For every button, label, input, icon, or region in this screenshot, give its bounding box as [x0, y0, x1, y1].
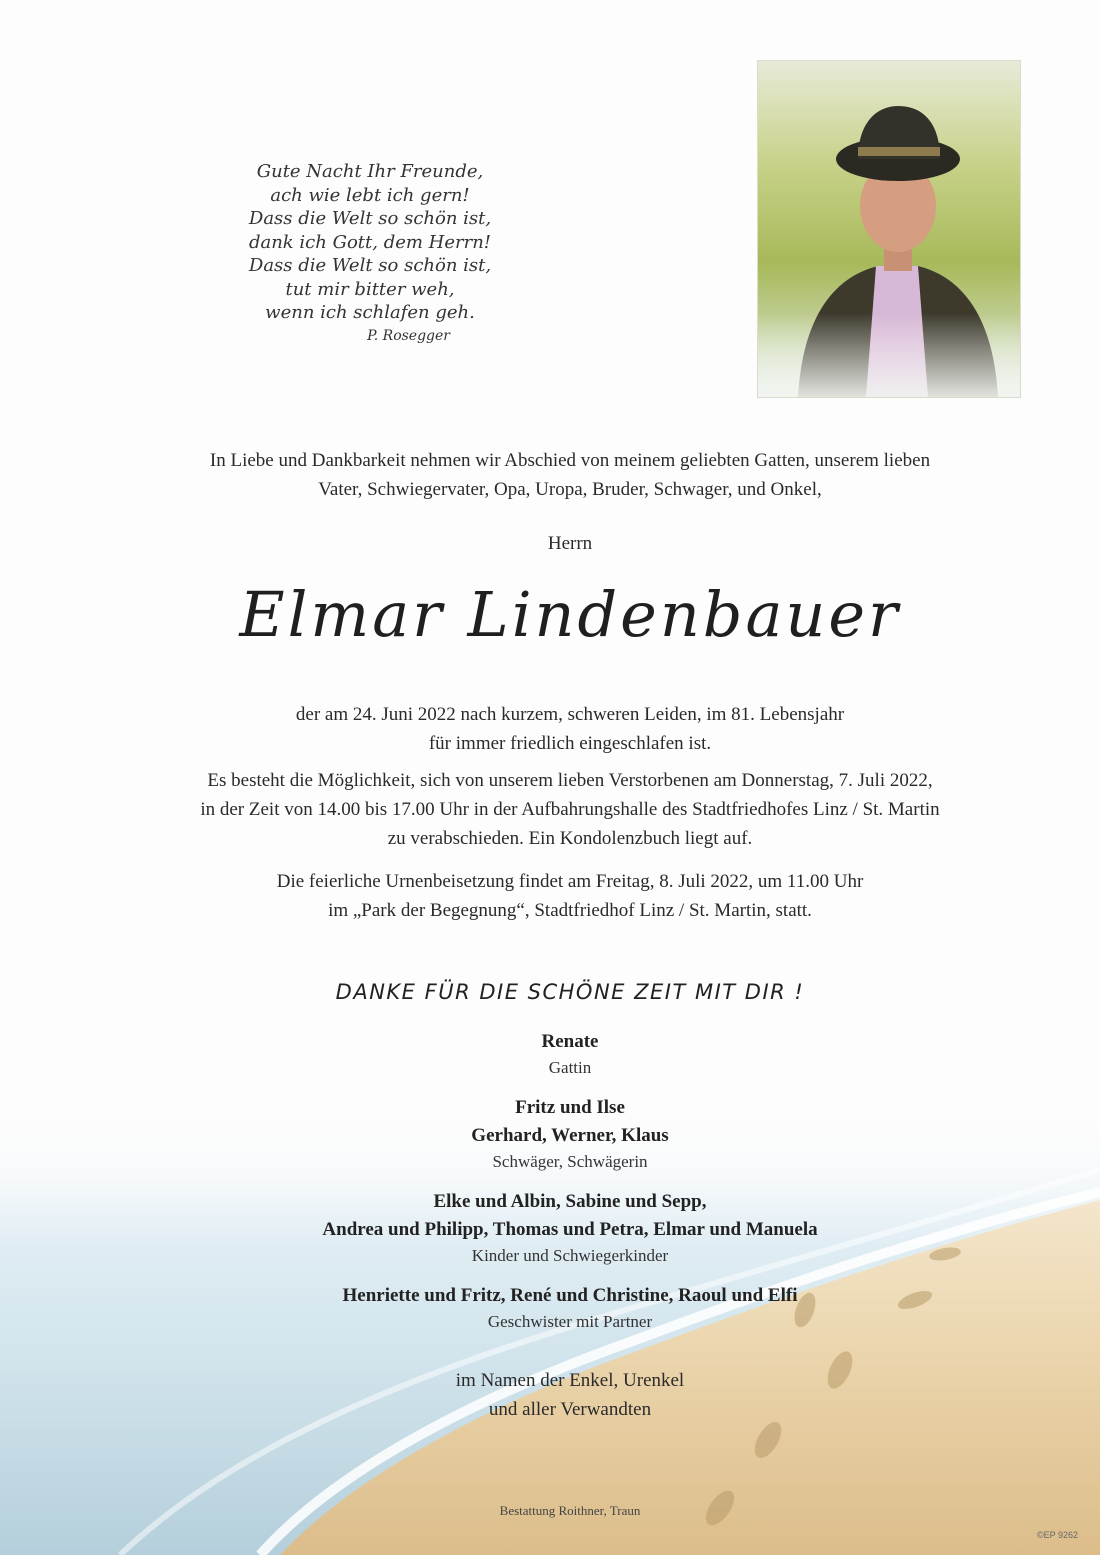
template-code: ©EP 9262	[1037, 1530, 1078, 1540]
viewing-info	[100, 766, 1040, 853]
poem-line: dank ich Gott, dem Herrn!	[248, 231, 492, 253]
intro-line: Vater, Schwiegervater, Opa, Uropa, Bruder, Schwager, und Onkel,	[318, 479, 822, 500]
mourner-relation: Geschwister mit Partner	[487, 1312, 653, 1331]
closing-line: im Namen der Enkel, Urenkel	[455, 1370, 685, 1391]
salutation	[100, 529, 1040, 558]
death-line: für immer friedlich eingeschlafen ist.	[428, 733, 712, 754]
burial-line: Die feierliche Urnenbeisetzung findet am Freitag, 8. Juli 2022, um 11.00 Uhr	[276, 871, 864, 892]
mourner-names: Renate	[541, 1031, 599, 1052]
poem-line: Dass die Welt so schön ist,	[248, 255, 492, 276]
poem-line: Gute Nacht Ihr Freunde,	[256, 161, 484, 182]
viewing-line: in der Zeit von 14.00 bis 17.00 Uhr in der Aufbahrungshalle des Stadtfriedhofes Linz / St. Martin	[200, 799, 940, 820]
mourner-names: Fritz und Ilse	[515, 1097, 625, 1118]
intro-text	[100, 446, 1040, 504]
mourner-group	[150, 1094, 990, 1174]
mourner-names: Gerhard, Werner, Klaus	[471, 1125, 669, 1146]
funeral-home: Bestattung Roithner, Traun	[499, 1503, 641, 1518]
death-line: der am 24. Juni 2022 nach kurzem, schweren Leiden, im 81. Lebensjahr	[295, 704, 845, 725]
thanks-heading: DANKE FÜR DIE SCHÖNE ZEIT MIT DIR !	[335, 980, 805, 1004]
poem-line: ach wie lebt ich gern!	[270, 184, 470, 206]
poem	[200, 160, 540, 348]
portrait-photo	[757, 60, 1021, 398]
mourner-names: Henriette und Fritz, René und Christine, Raoul und Elfi	[342, 1285, 798, 1306]
poem-line: tut mir bitter weh,	[285, 278, 455, 300]
poem-line: wenn ich schlafen geh.	[265, 302, 475, 323]
mourner-relation: Kinder und Schwiegerkinder	[471, 1246, 669, 1265]
mourner-group	[150, 1188, 990, 1268]
mourner-names: Andrea und Philipp, Thomas und Petra, Elmar und Manuela	[322, 1219, 818, 1240]
viewing-line: Es besteht die Möglichkeit, sich von unserem lieben Verstorbenen am Donnerstag, 7. Juli 2022,	[207, 770, 933, 791]
poem-line: Dass die Welt so schön ist,	[248, 208, 492, 229]
burial-line: im „Park der Begegnung“, Stadtfriedhof Linz / St. Martin, statt.	[328, 900, 812, 921]
viewing-line: zu verabschieden. Ein Kondolenzbuch liegt auf.	[387, 828, 753, 849]
salutation-text: Herrn	[547, 533, 593, 554]
mourner-names: Elke und Albin, Sabine und Sepp,	[433, 1191, 707, 1212]
mourner-relation: Schwäger, Schwägerin	[492, 1152, 648, 1171]
poem-author: P. Rosegger	[367, 327, 450, 344]
deceased-name: Elmar Lindenbauer	[239, 578, 901, 651]
death-notice	[100, 700, 1040, 758]
burial-info	[100, 867, 1040, 925]
closing-line: und aller Verwandten	[488, 1399, 652, 1420]
mourner-group	[150, 1028, 990, 1080]
intro-line: In Liebe und Dankbarkeit nehmen wir Abschied von meinem geliebten Gatten, unserem lieben	[209, 450, 931, 471]
closing-text	[150, 1366, 990, 1424]
mourner-group	[150, 1282, 990, 1334]
mourners-list	[150, 1028, 990, 1348]
mourner-relation: Gattin	[548, 1058, 592, 1077]
